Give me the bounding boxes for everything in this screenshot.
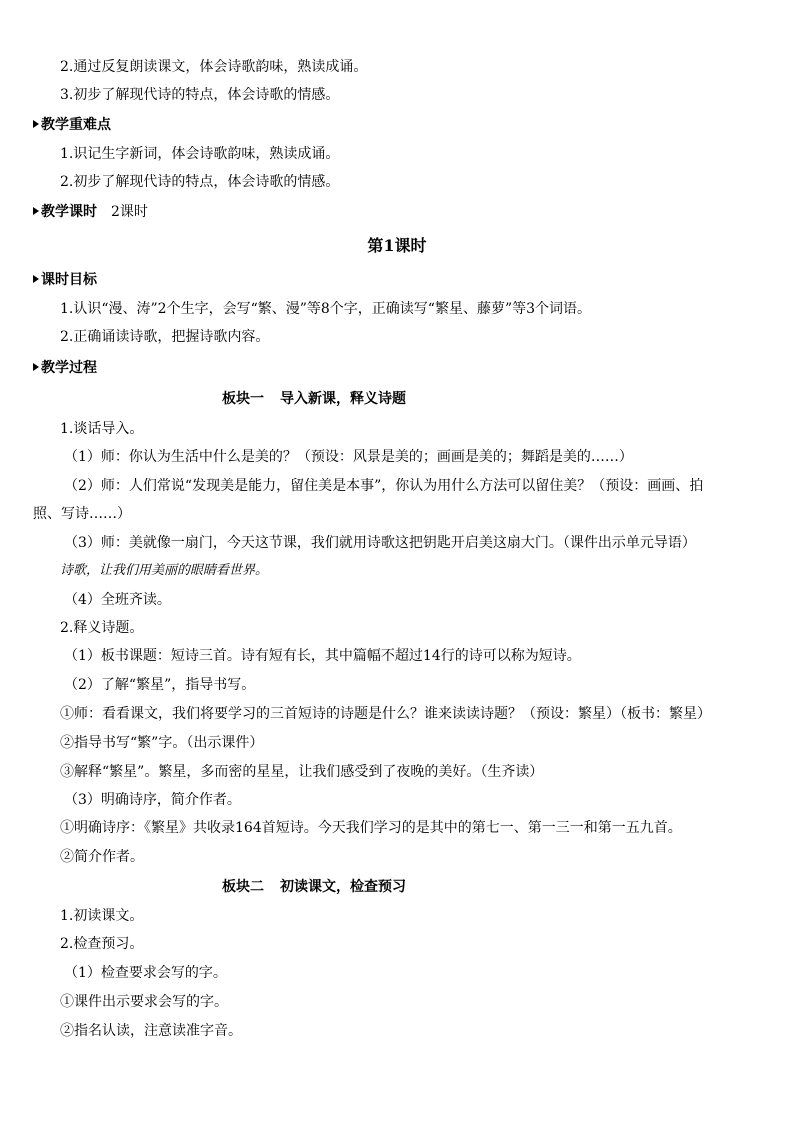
step-2-1: （1）板书课题：短诗三首。诗有短有长，其中篇幅不超过14行的诗可以称为短诗。 (64, 648, 581, 664)
triangle-bullet-icon (33, 363, 39, 371)
step-2-2: （2）了解“繁星”，指导书写。 (64, 677, 256, 693)
triangle-bullet-icon (33, 120, 39, 128)
step-2-2-c: ③解释“繁星”。繁星，多而密的星星，让我们感受到了夜晚的美好。（生齐读） (60, 764, 544, 780)
step-2-2-a: ①师：看看课文，我们将要学习的三首短诗的诗题是什么？谁来读读诗题？（预设：繁星）（板书：繁星） (60, 706, 711, 722)
step-2-2-b: ②指导书写“繁”字。（出示课件） (60, 735, 264, 751)
block-two-title: 板块二 初读课文，检查预习 (222, 879, 406, 895)
block-two-step-1: 1.初读课文。 (60, 908, 144, 924)
block-one-title: 板块一 导入新课，释义诗题 (222, 391, 406, 407)
section-heading-key-points: 教学重难点 (33, 116, 111, 134)
block-two-step-2-1-a: ①课件出示要求会写的字。 (60, 994, 228, 1010)
step-1-3: （3）师：美就像一扇门，今天这节课，我们就用诗歌这把钥匙开启美这扇大门。（课件出示单元导语） (64, 535, 696, 551)
step-2-3-a: ①明确诗序：《繁星》共收录164首短诗。今天我们学习的是其中的第七一、第一三一和第一五九首。 (60, 820, 682, 836)
step-1: 1.谈话导入。 (60, 421, 144, 437)
block-two-step-2-1: （1）检查要求会写的字。 (64, 965, 227, 981)
block-two-step-2: 2.检查预习。 (60, 936, 144, 952)
step-1-2-cont: 照、写诗……） (33, 506, 131, 522)
step-2: 2.释义诗题。 (60, 620, 144, 636)
triangle-bullet-icon (33, 275, 39, 283)
key-point-2: 2.初步了解现代诗的特点，体会诗歌的情感。 (60, 174, 340, 190)
lesson-goal-2: 2.正确诵读诗歌，把握诗歌内容。 (60, 329, 270, 345)
objective-3: 3.初步了解现代诗的特点，体会诗歌的情感。 (60, 87, 340, 103)
handwritten-note: 诗歌，让我们用美丽的眼睛看世界。 (60, 563, 269, 578)
section-heading-lesson-goals: 课时目标 (33, 271, 97, 289)
step-2-3: （3）明确诗序，简介作者。 (64, 792, 241, 808)
block-two-step-2-1-b: ②指名认读，注意读准字音。 (60, 1023, 242, 1039)
step-1-4: （4）全班齐读。 (64, 592, 171, 608)
step-1-1: （1）师：你认为生活中什么是美的？（预设：风景是美的；画画是美的；舞蹈是美的……） (64, 449, 633, 465)
lesson-goal-1: 1.认识“漫、涛”2个生字，会写“繁、漫”等8个字，正确读写“繁星、藤萝”等3个词语。 (60, 301, 592, 317)
key-point-1: 1.识记生字新词，体会诗歌韵味，熟读成诵。 (60, 146, 340, 162)
section-heading-class-hours: 教学课时 2课时 (33, 203, 148, 221)
objective-2: 2.通过反复朗读课文，体会诗歌韵味，熟读成诵。 (60, 59, 368, 75)
lesson-title: 第1课时 (367, 236, 427, 255)
step-1-2: （2）师：人们常说“发现美是能力，留住美是本事”，你认为用什么方法可以留住美？（预设：画画、拍 (64, 478, 704, 494)
triangle-bullet-icon (33, 207, 39, 215)
class-hours-value: 2课时 (111, 204, 148, 220)
section-heading-teaching-process: 教学过程 (33, 359, 97, 377)
step-2-3-b: ②简介作者。 (60, 849, 144, 865)
